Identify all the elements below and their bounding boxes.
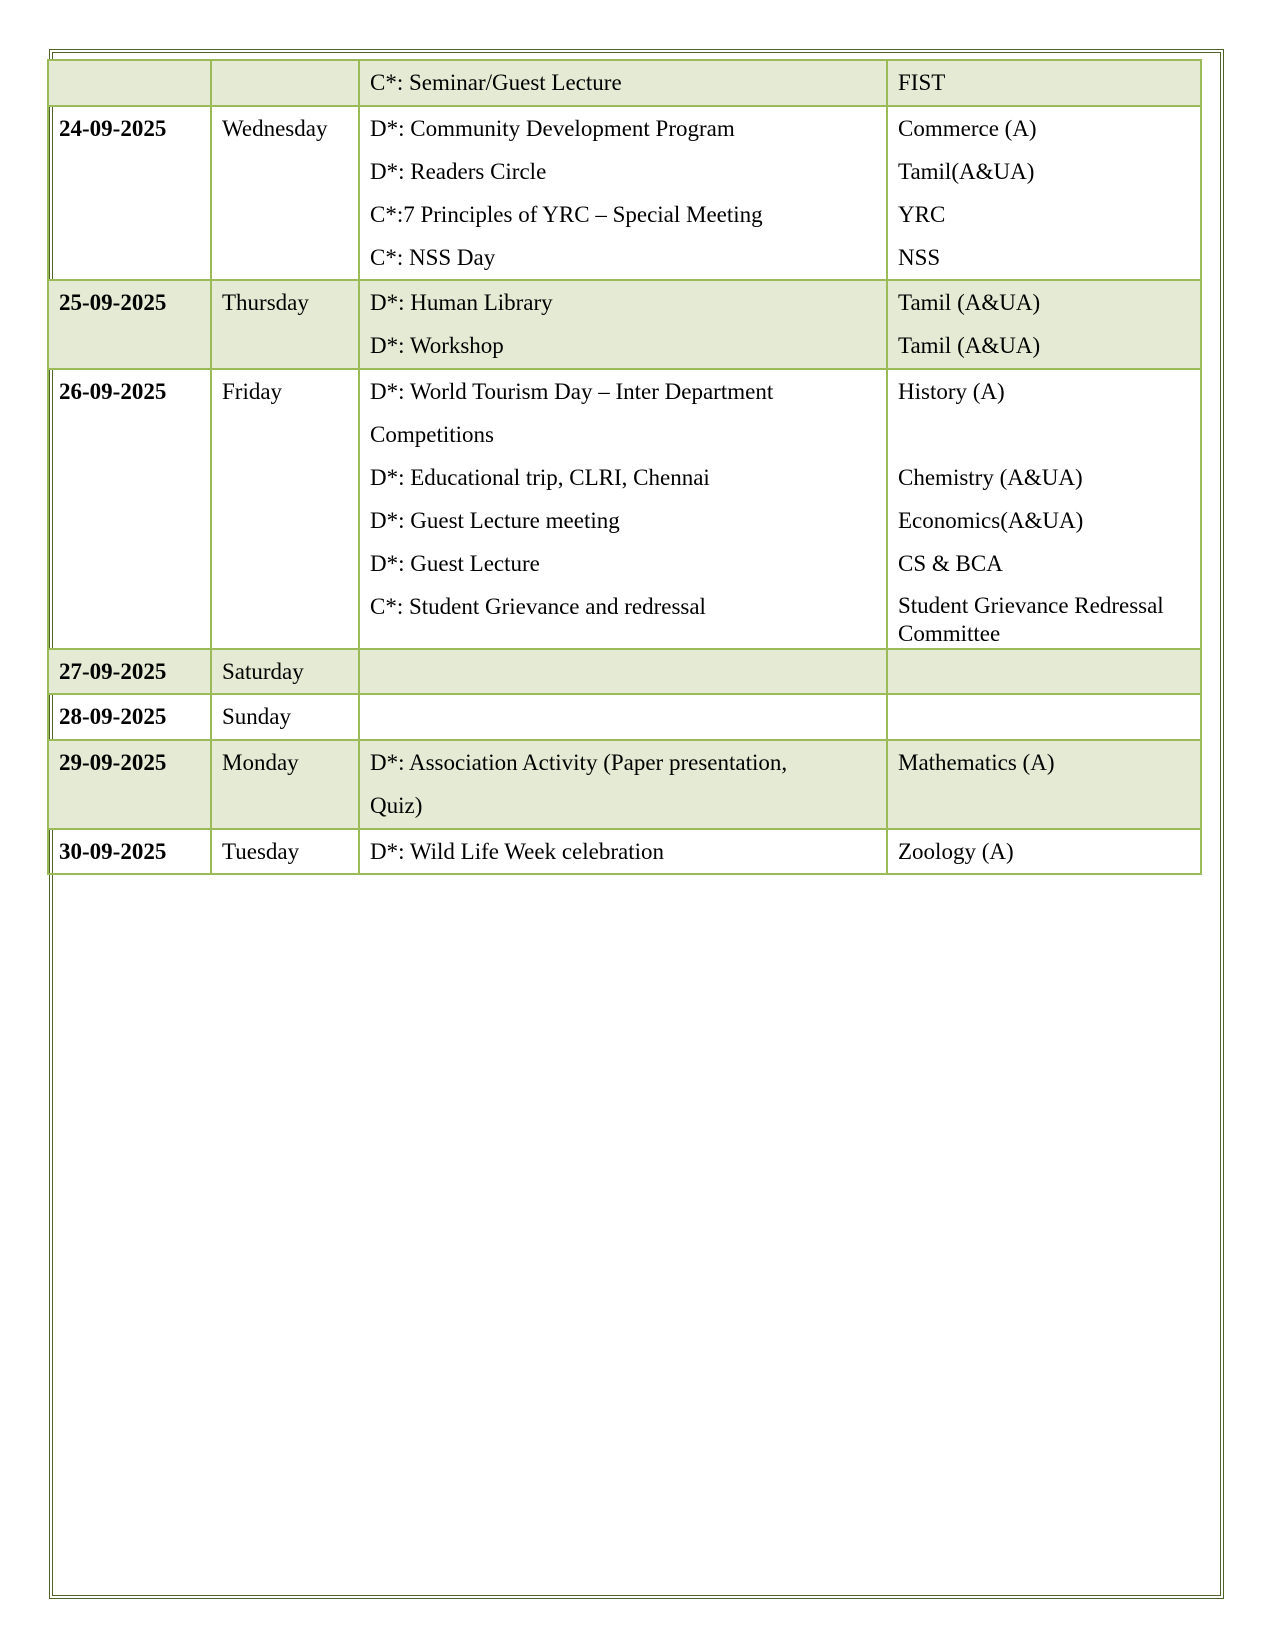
table-row — [48, 829, 1201, 874]
event-item: D*: Educational trip, CLRI, Chennai — [370, 465, 710, 490]
table-row — [48, 106, 1201, 280]
date-cell: 29-09-2025 — [48, 740, 211, 829]
date-cell: 27-09-2025 — [48, 649, 211, 694]
event-item: D*: Human Library — [370, 290, 553, 315]
day-cell: Friday — [211, 369, 359, 649]
event-cell — [359, 829, 887, 874]
organizer-item: Mathematics (A) — [898, 750, 1055, 775]
organizer-cell — [887, 60, 1201, 106]
table-row — [48, 369, 1201, 649]
day-cell: Monday — [211, 740, 359, 829]
date-cell: 28-09-2025 — [48, 694, 211, 740]
event-cell — [359, 60, 887, 106]
event-item: D*: Guest Lecture — [370, 551, 540, 576]
event-item: Quiz) — [370, 793, 423, 818]
event-cell — [359, 280, 887, 369]
organizer-item: History (A) — [898, 379, 1005, 404]
day-cell: Saturday — [211, 649, 359, 694]
event-item: D*: Wild Life Week celebration — [370, 839, 664, 864]
table-row — [48, 694, 1201, 740]
date-cell: 26-09-2025 — [48, 369, 211, 649]
day-cell: Sunday — [211, 694, 359, 740]
event-item: D*: World Tourism Day – Inter Department — [370, 379, 774, 404]
event-cell — [359, 369, 887, 649]
event-item: C*:7 Principles of YRC – Special Meeting — [370, 202, 763, 227]
organizer-cell — [887, 694, 1201, 740]
organizer-item: Zoology (A) — [898, 839, 1014, 864]
event-item: Competitions — [370, 422, 494, 447]
day-cell — [211, 60, 359, 106]
organizer-item: NSS — [898, 245, 941, 270]
date-cell: 30-09-2025 — [48, 829, 211, 874]
table-row — [48, 60, 1201, 106]
date-cell: 25-09-2025 — [48, 280, 211, 369]
event-item: D*: Community Development Program — [370, 116, 735, 141]
organizer-item: CS & BCA — [898, 551, 1003, 576]
organizer-cell — [887, 829, 1201, 874]
day-cell: Tuesday — [211, 829, 359, 874]
organizer-item — [898, 413, 1190, 456]
organizer-item: Chemistry (A&UA) — [898, 465, 1083, 490]
event-item: D*: Workshop — [370, 333, 504, 358]
organizer-item: Economics(A&UA) — [898, 508, 1084, 533]
day-cell: Wednesday — [211, 106, 359, 280]
organizer-cell — [887, 369, 1201, 649]
table-row — [48, 740, 1201, 829]
event-item: C*: Seminar/Guest Lecture — [370, 70, 622, 95]
event-cell — [359, 694, 887, 740]
organizer-cell — [887, 740, 1201, 829]
event-cell — [359, 649, 887, 694]
event-schedule-table — [47, 59, 1202, 875]
table-row — [48, 280, 1201, 369]
organizer-item: FIST — [898, 70, 946, 95]
date-cell — [48, 60, 211, 106]
organizer-item: Student Grievance Redressal Committee — [898, 593, 1164, 646]
organizer-cell — [887, 106, 1201, 280]
event-item: D*: Guest Lecture meeting — [370, 508, 620, 533]
day-cell: Thursday — [211, 280, 359, 369]
event-item: C*: Student Grievance and redressal — [370, 594, 706, 619]
event-cell — [359, 106, 887, 280]
event-item: D*: Association Activity (Paper presentation, — [370, 750, 788, 775]
organizer-item: Commerce (A) — [898, 116, 1037, 141]
organizer-item: Tamil (A&UA) — [898, 333, 1041, 358]
table-row — [48, 649, 1201, 694]
organizer-cell — [887, 649, 1201, 694]
event-item: D*: Readers Circle — [370, 159, 547, 184]
organizer-item: YRC — [898, 202, 946, 227]
organizer-item: Tamil (A&UA) — [898, 290, 1041, 315]
event-item: C*: NSS Day — [370, 245, 496, 270]
organizer-cell — [887, 280, 1201, 369]
organizer-item: Tamil(A&UA) — [898, 159, 1035, 184]
date-cell: 24-09-2025 — [48, 106, 211, 280]
event-cell — [359, 740, 887, 829]
